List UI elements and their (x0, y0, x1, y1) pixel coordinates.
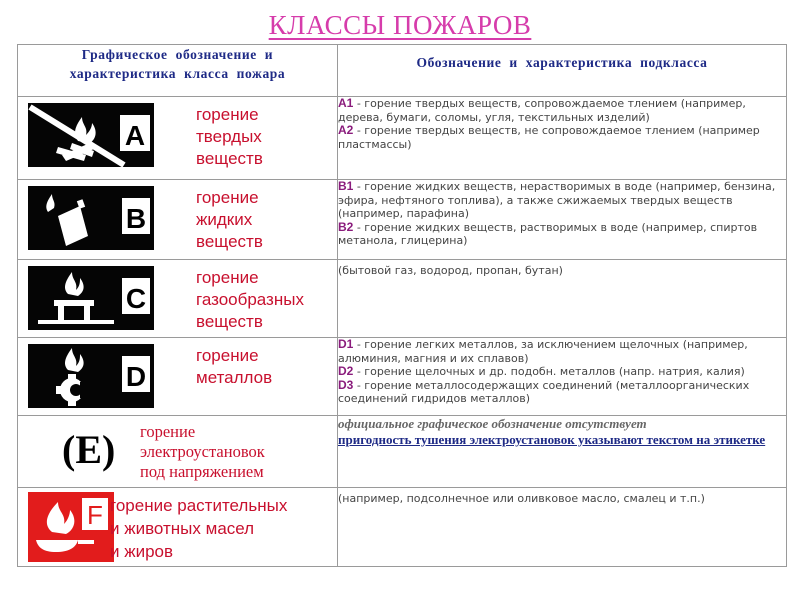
class-e-cell (18, 416, 338, 488)
class-b-icon-letter: B (125, 203, 147, 234)
class-d-cell (18, 338, 338, 416)
label-note-link[interactable]: пригодность тушения электроустановок указывают текстом на этикетке (338, 432, 766, 447)
class-c-icon-letter: C (125, 283, 147, 314)
class-e-name: горение электроустановок под напряжением (140, 422, 265, 481)
class-c-name: горение газообразных веществ (196, 268, 304, 331)
table-header-row (18, 45, 787, 97)
gas-burner-fire-icon (28, 266, 154, 330)
class-f-description: (например, подсолнечное или оливковое масло, смалец и т.п.) (338, 488, 787, 567)
class-d-name: горение металлов (196, 346, 273, 387)
class-c-cell (18, 260, 338, 338)
class-a-icon-letter: A (124, 120, 146, 151)
no-symbol-note: официальное графическое обозначение отсутствует (338, 416, 647, 431)
table-row (18, 416, 787, 488)
subclass-code: A2 (338, 123, 354, 138)
table-row (18, 338, 787, 416)
class-e-symbol: (E) (62, 427, 116, 472)
subclass-code: B2 (338, 219, 354, 234)
burning-wood-crossed-icon (28, 103, 154, 167)
class-d-description: D1 - горение легких металлов, за исключением щелочных (например, алюминия, магния и их сплавов) D2 - горение щелочных и др. подобн. металлов (напр. натрия, калия) D3 - горение металлосодержащих соединений (металлоорганических соединений гидридов металлов) (338, 338, 787, 416)
subclass-code: D2 (338, 364, 354, 379)
header-left: Графическое обозначение и характеристика класса пожара (18, 45, 338, 97)
metal-gear-fire-icon (28, 344, 154, 408)
class-a-cell (18, 97, 338, 180)
table-row (18, 97, 787, 180)
table-row (18, 260, 787, 338)
subclass-code: D1 (338, 337, 354, 351)
fuel-canister-fire-icon (28, 186, 154, 250)
class-f-name: горение растительных и животных масел и жиров (110, 496, 288, 561)
class-d-icon-letter: D (125, 361, 147, 392)
header-right: Обозначение и характеристика подкласса (338, 45, 787, 97)
class-b-name: горение жидких веществ (196, 188, 263, 251)
class-a-name: горение твердых веществ (196, 105, 263, 168)
class-f-icon-letter: F (87, 500, 103, 530)
oil-pan-fire-icon (28, 492, 114, 562)
class-a-description: A1 - горение твердых веществ, сопровождаемое тлением (например, дерева, бумаги, соломы, угля, текстильных изделий) A2 - горение твердых веществ, не сопровождаемое тлением (например пластмассы) (338, 97, 787, 180)
subclass-code: A1 (338, 96, 354, 110)
class-f-cell (18, 488, 338, 567)
class-b-description: B1 - горение жидких веществ, нерастворимых в воде (например, бензина, эфира, нефтяного топлива), а также сжижаемых твердых веществ (например, парафина) B2 - горение жидких веществ, растворимых в воде (например, спиртов метанола, глицерина) (338, 180, 787, 260)
table-row (18, 488, 787, 567)
fire-classes-table (17, 44, 787, 567)
subclass-code: D3 (338, 377, 354, 392)
class-b-cell (18, 180, 338, 260)
page-title: КЛАССЫ ПОЖАРОВ (268, 10, 532, 40)
class-e-description (338, 416, 787, 488)
table-row (18, 180, 787, 260)
class-c-description: (бытовой газ, водород, пропан, бутан) (338, 260, 787, 338)
subclass-code: B1 (338, 179, 354, 193)
